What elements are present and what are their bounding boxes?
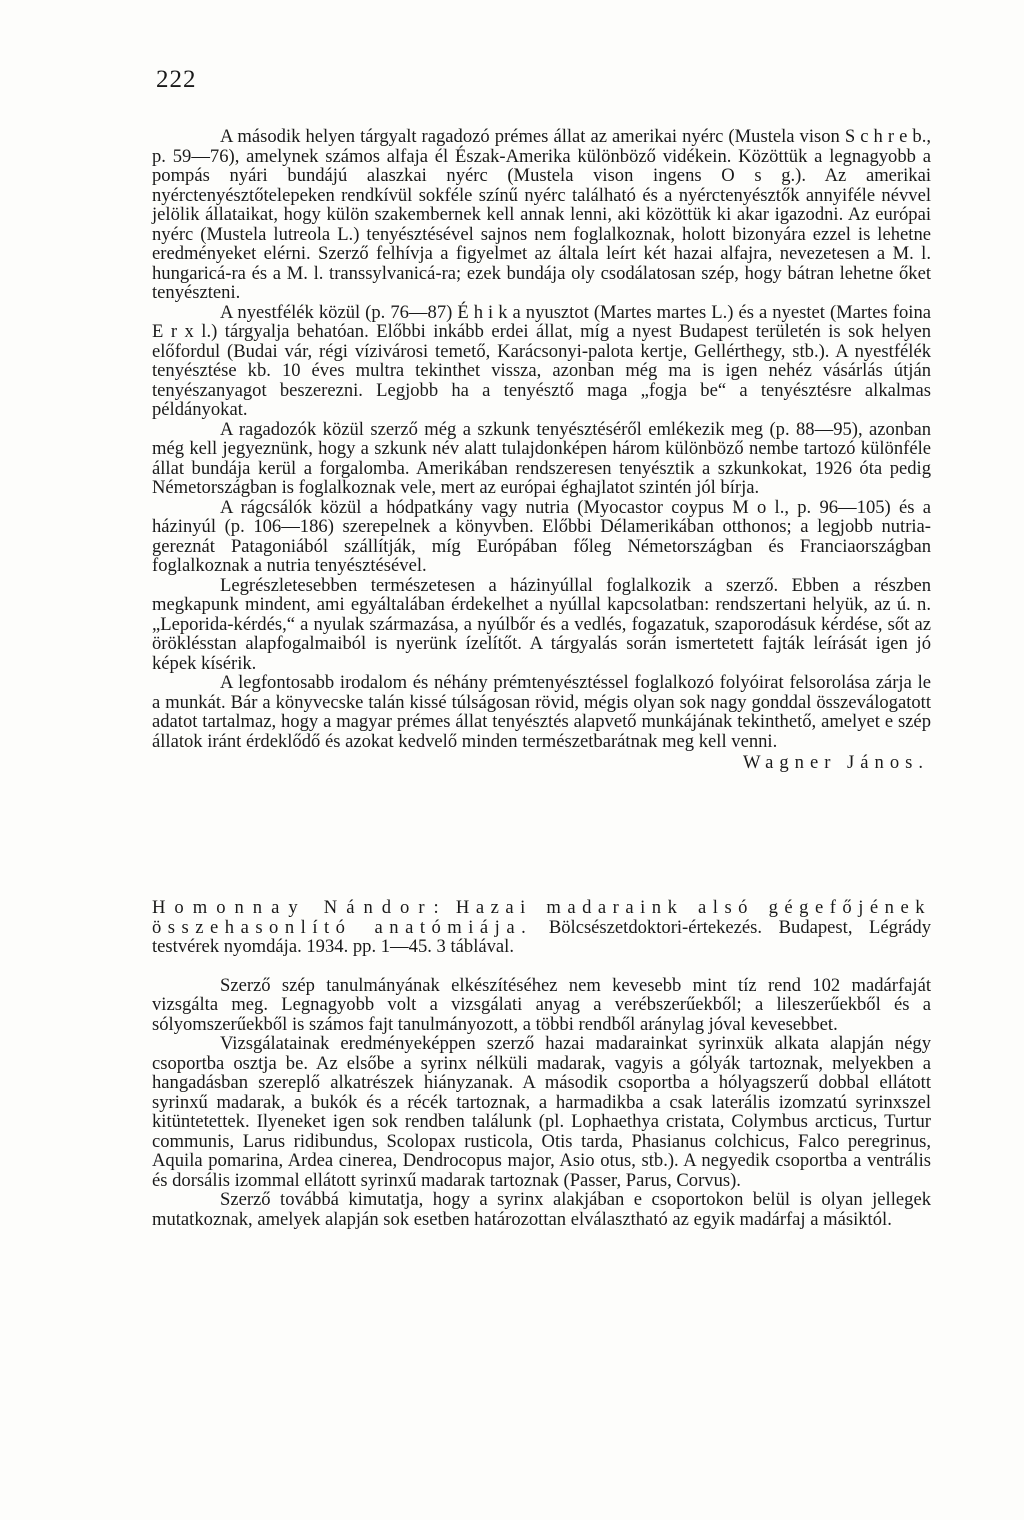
review2-paragraph-2: Vizsgálatainak eredményeképpen szerző hazai madarainkat syrinxük alkata alapján négy csoportba osztja be. Az elsőbe a syrinx nélküli madarak, vagyis a gólyák tartoznak, melyekben a hangadásban szereplő alkatrészek hiányzanak. A második csoportba a hólyagszerű dobbal ellátott syrinxű madarak, a bukók és a récék tartoznak, a harmadikba a csak laterális izomzatú syrinxszel kitüntetettek. Ilyeneket igen sok rendben találunk (pl. Lophaethya cristata, Colymbus arcticus, Turtur communis, Larus ridibundus, Scolopax rusticola, Otis tarda, Phasianus colchicus, Falco peregrinus, Aquila pomarina, Ardea cinerea, Dendrocopus major, Asio otus, stb.). A negyedik csoportba a ventrális és dorsális izommal ellátott syrinxű madarak tartoznak (Passer, Parus, Corvus). [152, 1033, 931, 1191]
review1-signature: Wagner János. [743, 752, 929, 773]
bibliographic-entry [152, 898, 931, 957]
review1-paragraph-2: A nyestfélék közül (p. 76—87) É h i k a nyusztot (Martes martes L.) és a nyestet (Martes foina E r x l.) tárgyalja behatóan. Előbbi inkább erdei állat, míg a nyest Budapest területén is sok helyen előfordul (Budai vár, régi vízivárosi temető, Karácsonyi-palota kertje, Gellérthegy, stb.). A nyestfélék tenyésztése kb. 10 éves multra tekinthet vissza, azonban még ma is igen nehéz vásárlás útján tenyészanyagot beszerezni. Legjobb ha a tenyésztő maga „fogja be“ a tenyésztésre alkalmas példányokat. [152, 301, 931, 420]
bib-title: Hazai madaraink alsó gégefőjének összehasonlító anatómiája. [152, 897, 931, 938]
bib-author: Homonnay Nándor: [152, 897, 448, 918]
bib-details: Bölcsészetdoktori-értekezés. Budapest, Légrády testvérek nyomdája. 1934. pp. 1—45. 3 táblával. [152, 916, 931, 957]
review-wagner [152, 127, 931, 773]
review1-paragraph-4: A rágcsálók közül a hódpatkány vagy nutria (Myocastor coypus M o l., p. 96—105) és a házinyúl (p. 106—186) szerepelnek a könyvben. Előbbi Délamerikában otthonos; a legjobb nutria-gereznát Patagoniából szállítják, míg Európában főleg Németországban és Franciaországban foglalkoznak a nutria tenyésztésével. [152, 496, 931, 576]
review1-paragraph-3: A ragadozók közül szerző még a szkunk tenyésztéséről emlékezik meg (p. 88—95), azonban még kell jegyeznünk, hogy a szkunk név alatt tulajdonképen három különböző nembe tartozó különféle állat bundája kerül a forgalomba. Amerikában rendszeresen tenyésztik a szkunkokat, 1926 óta pedig Németországban is foglalkoznak vele, mert az európai éghajlatot szintén jól bírja. [152, 418, 931, 498]
page-number: 222 [156, 66, 197, 93]
review1-paragraph-6: A legfontosabb irodalom és néhány prémtenyésztéssel foglalkozó folyóirat felsorolása zárja le a munkát. Bár a könyvecske talán kissé túlságosan rövid, mégis olyan sok nagy gonddal összeválogatott adatot tartalmaz, hogy a magyar prémes állat tenyésztés alapvető munkájának tekinthető, amelyet e szép állatok iránt érdeklődő és azokat kedvelő minden természetbarátnak meg kell venni. [152, 672, 931, 752]
review-homonnay [152, 898, 931, 1229]
review2-paragraph-1: Szerző szép tanulmányának elkészítéséhez nem kevesebb mint tíz rend 102 madárfaját vizsgálta meg. Legnagyobb volt a vizsgálati anyag a verébszerűekből; a lileszerűekből és a sólyomszerűekből is számos fajt tanulmányozott, a többi rendből aránylag jóval kevesebbet. [152, 974, 931, 1035]
review2-paragraph-3: Szerző továbbá kimutatja, hogy a syrinx alakjában e csoportokon belül is olyan jellegek mutatkoznak, amelyek alapján sok esetben határozottan elválasztható az egyik madárfaj a másiktól. [152, 1189, 931, 1230]
review1-paragraph-5: Legrészletesebben természetesen a házinyúllal foglalkozik a szerző. Ebben a részben megkapunk mindent, ami egyáltalában érdekelhet a nyúllal kapcsolatban: rendszertani helyük, az ú. n. „Leporida-kérdés,“ a nyulak származása, a nyúlbőr és a vedlés, fogazatuk, szaporodásuk kérdése, sőt az öröklésstan alapfogalmaiból is nyerünk ízelítőt. A tárgyalás során ismertetett fajták leírását igen jó képek kísérik. [152, 574, 931, 674]
review1-paragraph-1: A második helyen tárgyalt ragadozó prémes állat az amerikai nyérc (Mustela vison S c h r e b., p. 59—76), amelynek számos alfaja él Észak-Amerika különböző vidékein. Közöttük a legnagyobb a pompás nyári bundájú alaszkai nyérc (Mustela vison ingens O s g.). Az amerikai nyérctenyésztőtelepeken rendkívül sokféle színű nyérc található és a nyérctenyésztők annyiféle névvel jelölik állataikat, hogy külön szakembernek kell annak lenni, aki közöttük ki akar igazodni. Az európai nyérc (Mustela lutreola L.) tenyésztésével sajnos nem foglalkoznak, holott bizonyára ezzel is lehetne eredményeket elérni. Szerző felhívja a figyelmet az általa leírt két hazai alfajra, nevezetesen a M. l. hungaricá-ra és a M. l. transsylvanicá-ra; ezek bundája oly csodálatosan szép, hogy bátran lehetne őket tenyészteni. [152, 126, 931, 303]
